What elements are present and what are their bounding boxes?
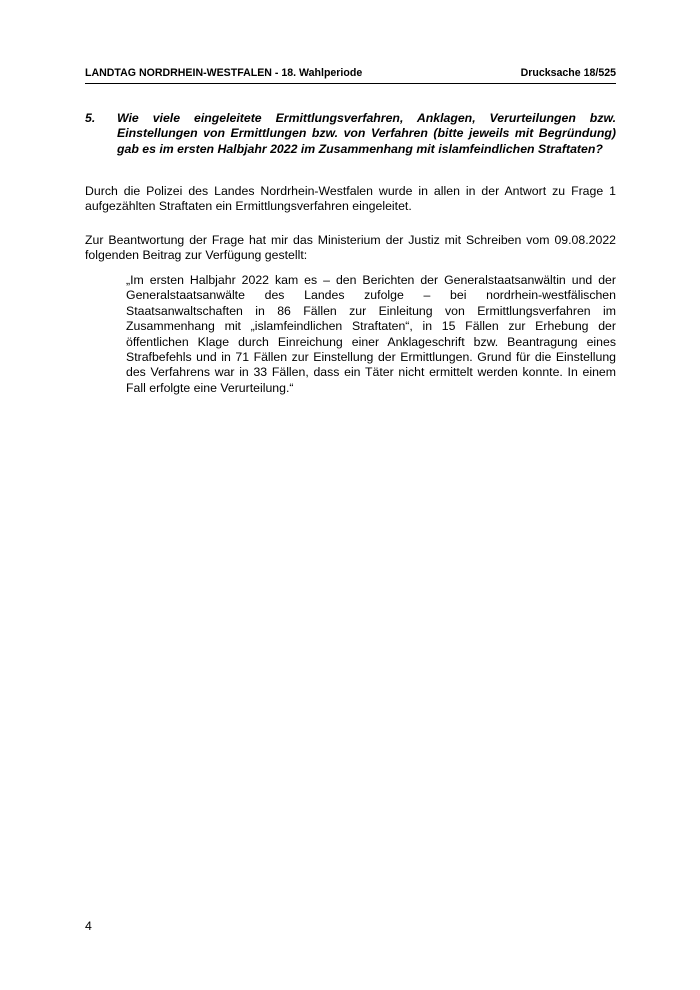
ministry-quote: „Im ersten Halbjahr 2022 kam es – den Berichten der Generalstaatsanwältin und der Generalstaatsanwälte des Landes zufolge – bei nordrhein-westfälischen Staatsanwaltschaften in 86 Fällen zur Einleitung von Ermittlungsverfahren im Zusammenhang mit „islamfeindlichen Straftaten“, in 15 Fällen zur Erhebung der öffentlichen Klage durch Einreichung einer Anklageschrift bzw. Beantragung eines Strafbefehls und in 71 Fällen zur Einstellung der Ermittlungen. Grund für die Einstellung des Verfahrens war in 33 Fällen, dass ein Täter nicht ermittelt werden konnte. In einem Fall erfolgte eine Verurteilung.“ [126, 273, 616, 395]
page-number: 4 [85, 919, 92, 933]
answer-paragraph-2: Zur Beantwortung der Frage hat mir das Ministerium der Justiz mit Schreiben vom 09.08.2022 folgenden Beitrag zur Verfügung gestellt: [85, 233, 616, 263]
question-text: Wie viele eingeleitete Ermittlungsverfahren, Anklagen, Verurteilungen bzw. Einstellungen von Ermittlungen bzw. von Verfahren (bitte jeweils mit Begründung) gab es im ersten Halbjahr 2022 im Zusammenhang mit islamfeindlichen Straftaten? [117, 111, 616, 156]
answer-paragraph-1: Durch die Polizei des Landes Nordrhein-Westfalen wurde in allen in der Antwort zu Frage 1 aufgezählten Straftaten ein Ermittlungsverfahren eingeleitet. [85, 184, 616, 214]
header-parliament-title: LANDTAG NORDRHEIN-WESTFALEN - 18. Wahlperiode [85, 67, 363, 79]
page-header [85, 67, 616, 84]
question-block [85, 111, 616, 157]
question-number: 5. [85, 111, 96, 125]
header-document-number: Drucksache 18/525 [520, 67, 616, 79]
